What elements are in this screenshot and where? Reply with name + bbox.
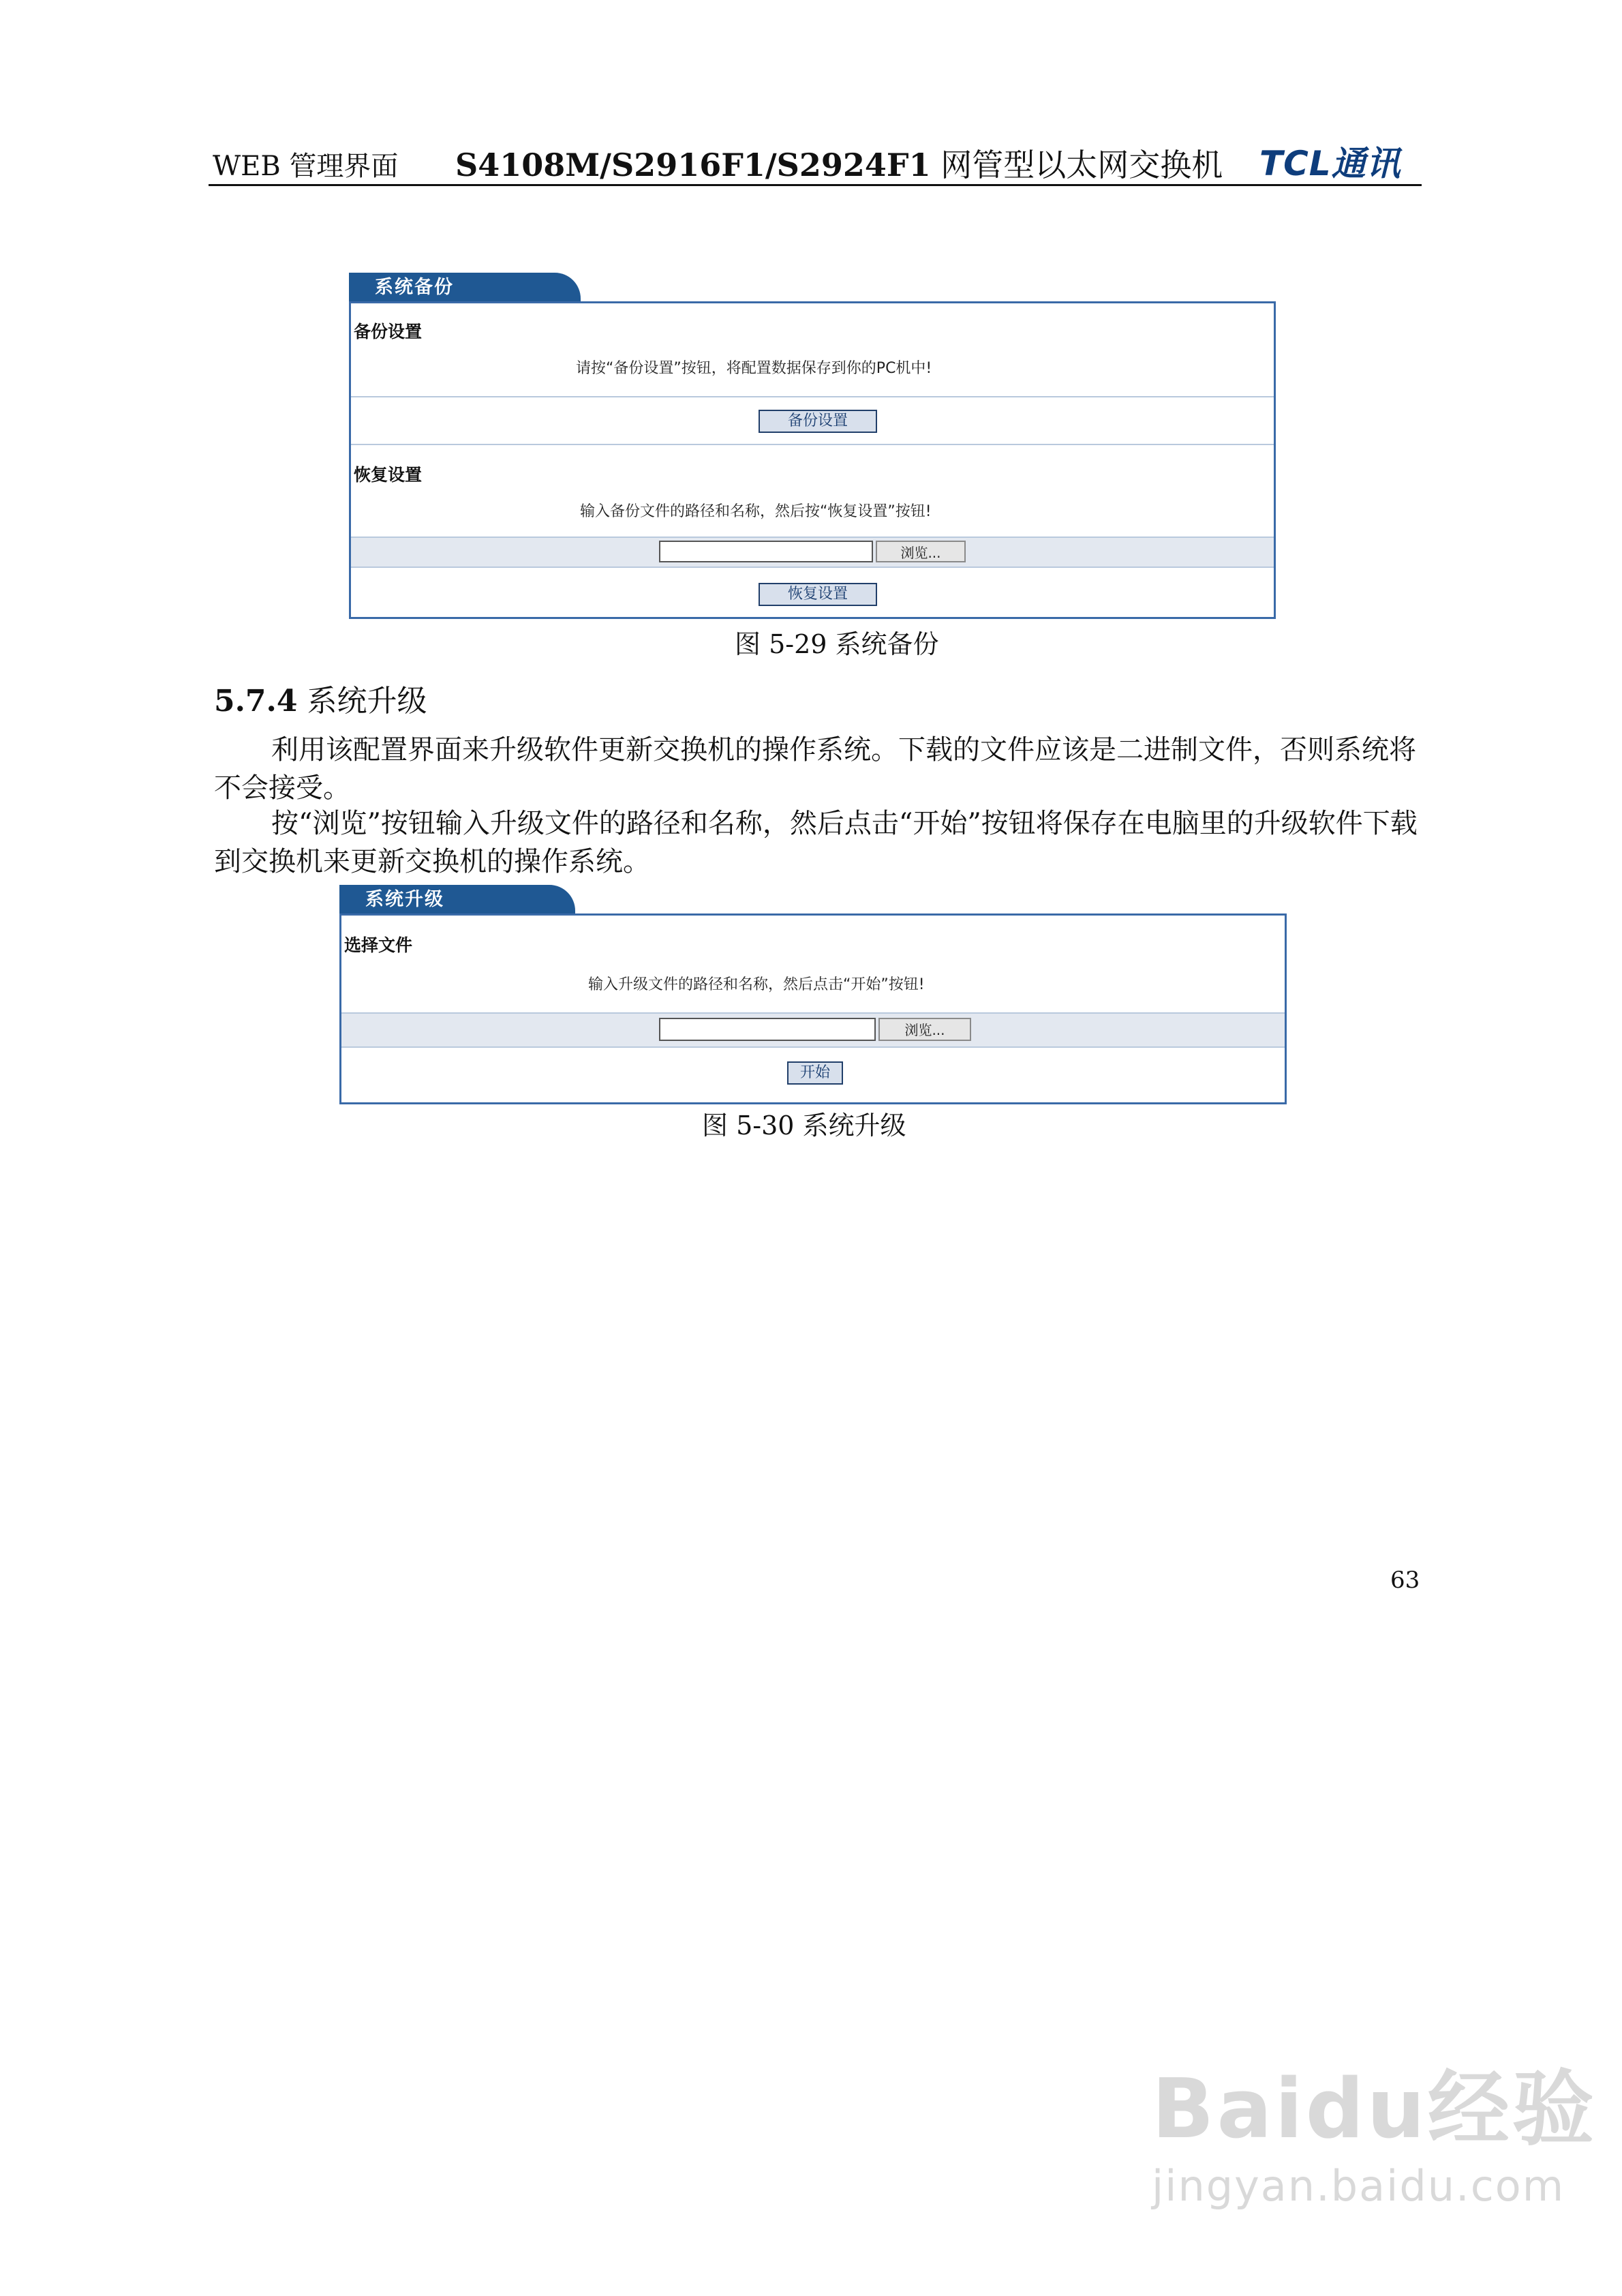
section-heading <box>214 676 427 720</box>
figure-caption-5-29: 图 5-29 系统备份 <box>735 629 939 659</box>
browse-button[interactable]: 浏览... <box>878 1018 971 1041</box>
paragraph-instructions: 按“浏览”按钮输入升级文件的路径和名称，然后点击“开始”按钮将保存在电脑里的升级软件下载到交换机来更新交换机的操作系统。 <box>214 808 1418 877</box>
select-file-heading: 选择文件 <box>344 935 413 955</box>
upgrade-file-input[interactable] <box>659 1018 876 1041</box>
browse-button[interactable]: 浏览... <box>876 541 966 562</box>
file-select-row <box>351 537 1274 568</box>
page-number: 63 <box>1390 1567 1420 1594</box>
baidu-watermark <box>1152 2062 1597 2211</box>
divider <box>351 396 1274 397</box>
start-button[interactable]: 开始 <box>787 1061 843 1085</box>
header-rule <box>209 184 1422 186</box>
restore-settings-heading: 恢复设置 <box>354 465 423 485</box>
backup-panel <box>349 301 1276 619</box>
watermark-url: jingyan.baidu.com <box>1152 2161 1565 2211</box>
file-select-row <box>341 1012 1285 1048</box>
section-title: 系统升级 <box>297 684 427 719</box>
tcl-logo: TCL通讯 <box>1259 144 1401 183</box>
restore-settings-button[interactable]: 恢复设置 <box>759 583 877 606</box>
upgrade-panel-tab: 系统升级 <box>339 885 575 915</box>
backup-settings-button[interactable]: 备份设置 <box>759 410 877 433</box>
header-section-label: WEB 管理界面 <box>213 151 399 182</box>
section-number: 5.7.4 <box>214 684 298 719</box>
upgrade-panel <box>339 913 1287 1104</box>
paragraph-intro: 利用该配置界面来升级软件更新交换机的操作系统。下载的文件应该是二进制文件，否则系统将不会接受。 <box>214 734 1416 804</box>
restore-instructions: 输入备份文件的路径和名称，然后按“恢复设置”按钮! <box>580 503 932 520</box>
divider <box>351 444 1274 445</box>
upgrade-instructions: 输入升级文件的路径和名称，然后点击“开始”按钮! <box>588 976 925 993</box>
header-model: S4108M/S2916F1/S2924F1 <box>455 147 931 183</box>
backup-instructions: 请按“备份设置”按钮，将配置数据保存到你的PC机中! <box>576 360 932 377</box>
backup-settings-heading: 备份设置 <box>354 322 423 342</box>
header-product-title <box>455 140 1223 185</box>
header-title-rest: 网管型以太网交换机 <box>930 147 1223 183</box>
figure-caption-5-30: 图 5-30 系统升级 <box>702 1111 906 1141</box>
backup-file-input[interactable] <box>659 541 873 562</box>
backup-panel-tab: 系统备份 <box>349 273 581 303</box>
watermark-brand: Baidu经验 <box>1152 2062 1597 2157</box>
